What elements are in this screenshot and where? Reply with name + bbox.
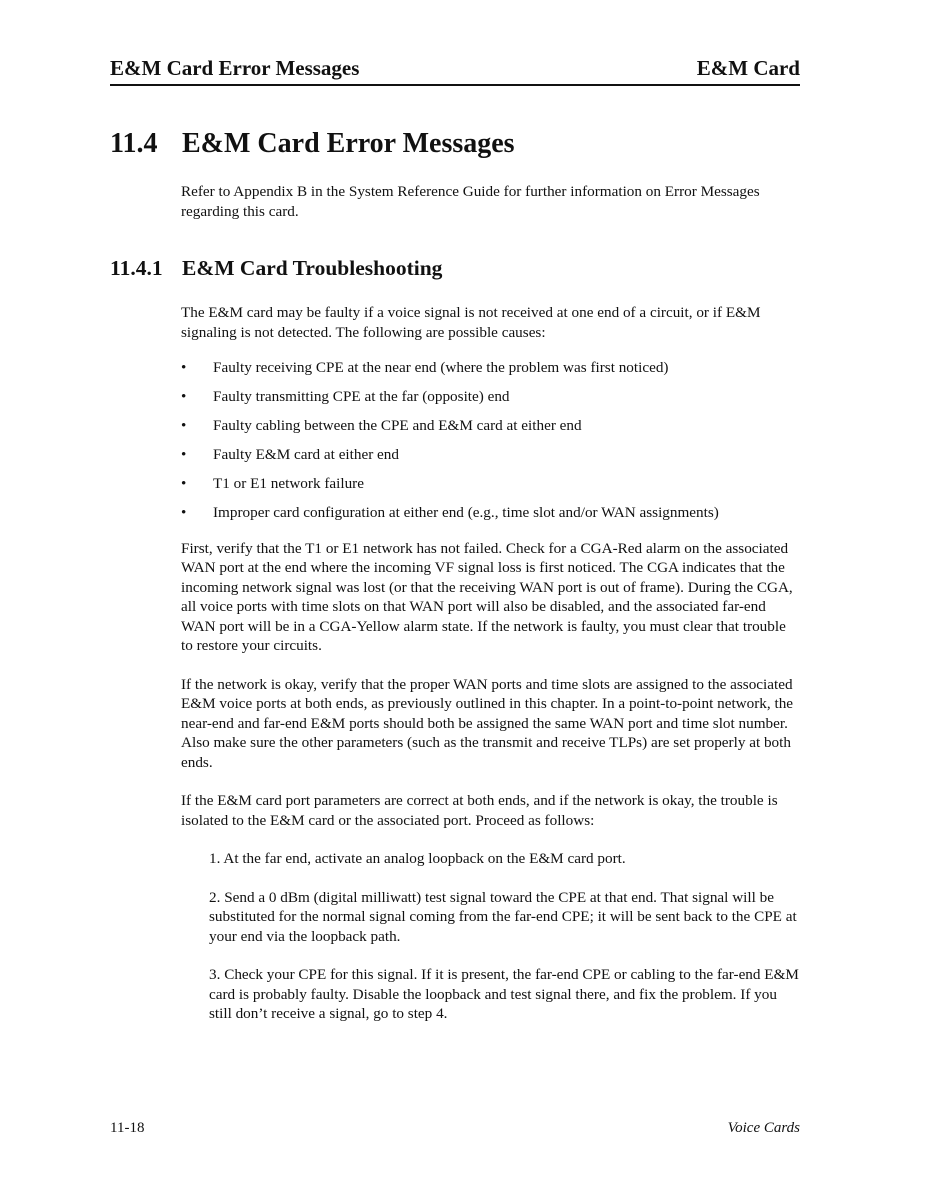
paragraph-port-check: If the network is okay, verify that the proper WAN ports and time slots are assigned to the associated E&M voice ports at both ends, as previously outlined in this chapter. In a point-to-point network, the near-end and far-end E&M ports should both be assigned the same WAN port and time slot number. Also make sure the other parameters (such as the transmit and receive TLPs) are set properly at both ends. [181,675,794,771]
procedure-step: 2. Send a 0 dBm (digital milliwatt) test signal toward the CPE at that end. That signal will be substituted for the normal signal coming from the far-end CPE; it will be sent back to the CPE at your end via the loopback path. [209,888,797,945]
procedure-step: 1. At the far end, activate an analog loopback on the E&M card port. [209,850,626,867]
list-item [181,503,801,523]
list-item [181,416,801,436]
section-intro: Refer to Appendix B in the System Reference Guide for further information on Error Messages regarding this card. [181,183,760,220]
list-item [181,445,801,465]
list-item-text: T1 or E1 network failure [213,475,364,492]
list-item [181,387,801,407]
header-left-title: E&M Card Error Messages [110,56,360,80]
paragraph-isolation: If the E&M card port parameters are correct at both ends, and if the network is okay, the trouble is isolated to the E&M card or the associated port. Proceed as follows: [181,792,778,829]
running-header [110,56,800,81]
page-number: 11-18 [110,1120,145,1136]
procedure-step: 3. Check your CPE for this signal. If it is present, the far-end CPE or cabling to the far-end E&M card is probably faulty. Disable the loopback and test signal there, and fix the problem. If you still don’t receive a signal, go to step 4. [209,966,799,1022]
header-rule [110,84,800,86]
subsection-title: E&M Card Troubleshooting [182,256,443,280]
list-item-text: Faulty receiving CPE at the near end (where the problem was first noticed) [213,359,669,376]
section-number: 11.4 [110,128,158,159]
bullet-icon: • [181,388,187,405]
bullet-icon: • [181,359,187,376]
running-footer [110,1120,800,1137]
subsection-number: 11.4.1 [110,256,163,280]
list-item [181,358,801,378]
troubleshooting-lead: The E&M card may be faulty if a voice signal is not received at one end of a circuit, or if E&M signaling is not detected. The following are possible causes: [181,304,761,341]
list-item-text: Faulty transmitting CPE at the far (opposite) end [213,388,510,405]
procedure-steps [209,849,801,1024]
footer-chapter-title: Voice Cards [727,1120,800,1136]
list-item-text: Faulty E&M card at either end [213,446,399,463]
causes-list [181,358,801,523]
section-title: E&M Card Error Messages [182,128,515,159]
bullet-icon: • [181,475,187,492]
paragraph-network-check: First, verify that the T1 or E1 network has not failed. Check for a CGA-Red alarm on the associated WAN port at the end where the incoming VF signal loss is first noticed. The CGA indicates that the incoming network signal was lost (or that the receiving WAN port is out of frame). During the CGA, all voice ports with time slots on that WAN port will also be disabled, and the associated far-end WAN port will be in a CGA-Yellow alarm state. If the network is faulty, you must clear that trouble to restore your circuits. [181,539,793,654]
subsection-heading [110,256,442,281]
header-right-title: E&M Card [696,56,800,80]
bullet-icon: • [181,446,187,463]
troubleshooting-body [181,303,801,1043]
list-item-text: Improper card configuration at either end (e.g., time slot and/or WAN assignments) [213,504,719,521]
list-item-text: Faulty cabling between the CPE and E&M card at either end [213,417,582,434]
bullet-icon: • [181,417,187,434]
bullet-icon: • [181,504,187,521]
list-item [181,474,801,494]
section-heading [110,128,515,160]
